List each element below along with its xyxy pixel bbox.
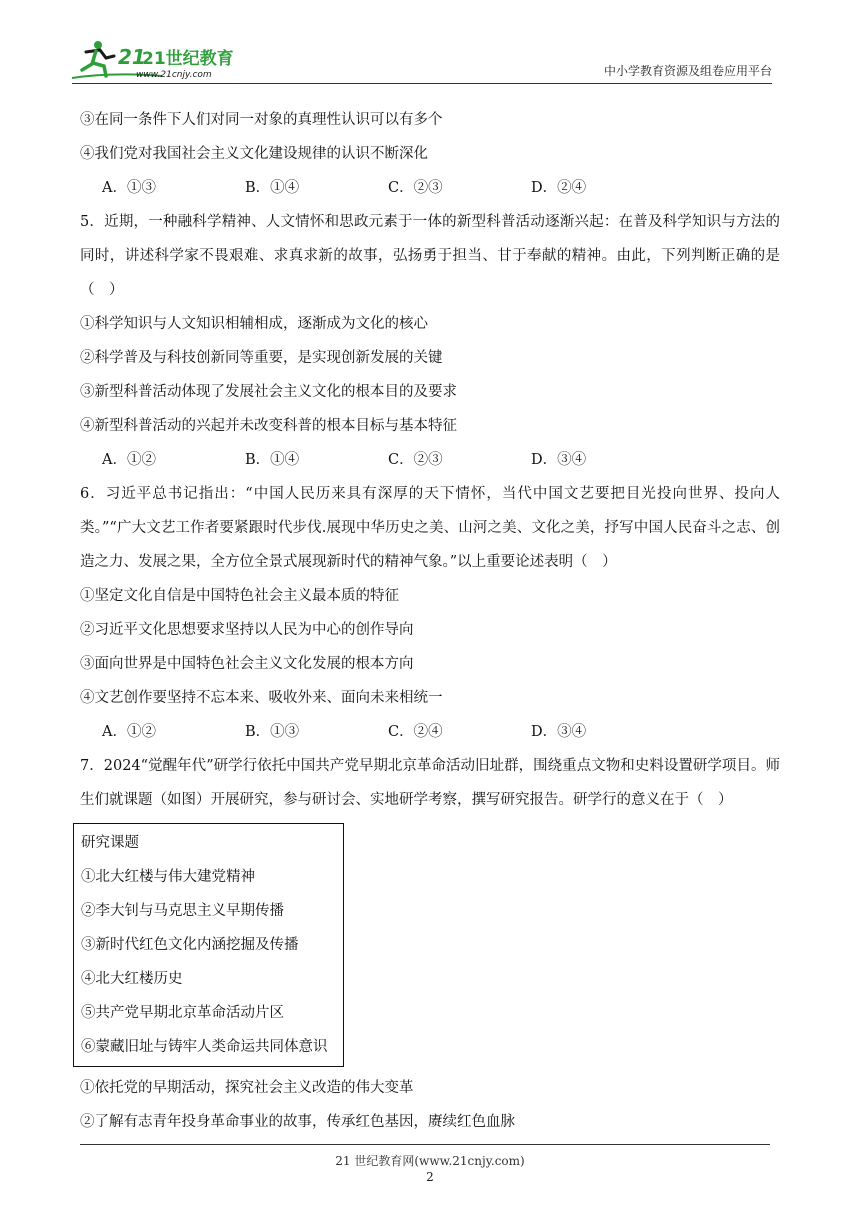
exam-content [80,103,780,1139]
q6-statement-1: ①坚定文化自信是中国特色社会主义最本质的特征 [80,588,399,604]
q6-option-c[interactable]: C．②④ [388,724,443,740]
q4-statement-3: ③在同一条件下人们对同一对象的真理性认识可以有多个 [80,112,443,128]
q7-statement-2: ②了解有志青年投身革命事业的故事，传承红色基因，赓续红色血脉 [80,1114,515,1130]
svg-text:www.21cnjy.com: www.21cnjy.com [136,70,212,80]
topic-item: ⑤共产党早期北京革命活动片区 [81,1005,284,1021]
q6-options [80,715,780,749]
research-topic-box [73,823,344,1067]
q5-statement-3: ③新型科普活动体现了发展社会主义文化的根本目的及要求 [80,384,457,400]
topic-box-title: 研究课题 [81,835,139,851]
q4-statement-4: ④我们党对我国社会主义文化建设规律的认识不断深化 [80,146,428,162]
topic-item: ②李大钊与马克思主义早期传播 [81,903,284,919]
logo-21cnjy [72,38,262,82]
footer-site-link[interactable]: 21 世纪教育网(www.21cnjy.com) [335,1154,525,1168]
q5-option-d[interactable]: D．③④ [531,452,587,468]
q5-option-a[interactable]: A．①② [102,452,156,468]
q4-option-c[interactable]: C．②③ [388,180,443,196]
q6-statement-3: ③面向世界是中国特色社会主义文化发展的根本方向 [80,656,414,672]
platform-name: 中小学教育资源及组卷应用平台 [603,64,772,78]
q7-statement-1: ①依托党的早期活动，探究社会主义改造的伟大变革 [80,1080,414,1096]
q5-option-b[interactable]: B．①④ [245,452,300,468]
svg-text:21世纪教育: 21世纪教育 [142,49,234,69]
q6-statement-2: ②习近平文化思想要求坚持以人民为中心的创作导向 [80,622,414,638]
q6-option-d[interactable]: D．③④ [531,724,587,740]
q5-statement-4: ④新型科普活动的兴起并未改变科普的根本目标与基本特征 [80,418,457,434]
page-header [72,38,772,82]
q5-stem: 5．近期，一种融科学精神、人文情怀和思政元素于一体的新型科普活动逐渐兴起：在普及科学知识与方法的同时，讲述科学家不畏艰难、求真求新的故事，弘扬勇于担当、甘于奉献的精神。由此，下列判断正确的是（ ） [80,214,780,298]
q4-options [80,171,780,205]
svg-text:21: 21 [118,45,146,69]
q4-option-d[interactable]: D．②④ [531,180,587,196]
topic-item: ④北大红楼历史 [81,971,183,987]
q5-statement-1: ①科学知识与人文知识相辅相成，逐渐成为文化的核心 [80,316,428,332]
q6-option-a[interactable]: A．①② [102,724,156,740]
footer-divider [80,1144,770,1145]
q6-stem: 6．习近平总书记指出：“中国人民历来具有深厚的天下情怀，当代中国文艺要把目光投向世界、投向人类。”“广大文艺工作者要紧跟时代步伐.展现中华历史之美、山河之美、文化之美，抒写中国人民奋斗之志、创造之力、发展之果，全方位全景式展现新时代的精神气象。”以上重要论述表明（ ） [80,486,780,570]
q5-option-c[interactable]: C．②③ [388,452,443,468]
q5-statement-2: ②科学普及与科技创新同等重要，是实现创新发展的关键 [80,350,443,366]
topic-item: ③新时代红色文化内涵挖掘及传播 [81,937,299,953]
q6-option-b[interactable]: B．①③ [245,724,300,740]
q6-statement-4: ④文艺创作要坚持不忘本来、吸收外来、面向未来相统一 [80,690,443,706]
topic-item: ①北大红楼与伟大建党精神 [81,869,255,885]
q4-option-b[interactable]: B．①④ [245,180,300,196]
q7-stem: 7．2024“觉醒年代”研学行依托中国共产党早期北京革命活动旧址群，围绕重点文物和史料设置研学项目。师生们就课题（如图）开展研究，参与研讨会、实地研学考察，撰写研究报告。研学行的意义在于（ ） [80,758,780,808]
q5-options [80,443,780,477]
q4-option-a[interactable]: A．①③ [102,180,156,196]
header-divider [72,83,772,84]
page-number: 2 [426,1170,434,1184]
topic-item: ⑥蒙藏旧址与铸牢人类命运共同体意识 [81,1039,328,1055]
